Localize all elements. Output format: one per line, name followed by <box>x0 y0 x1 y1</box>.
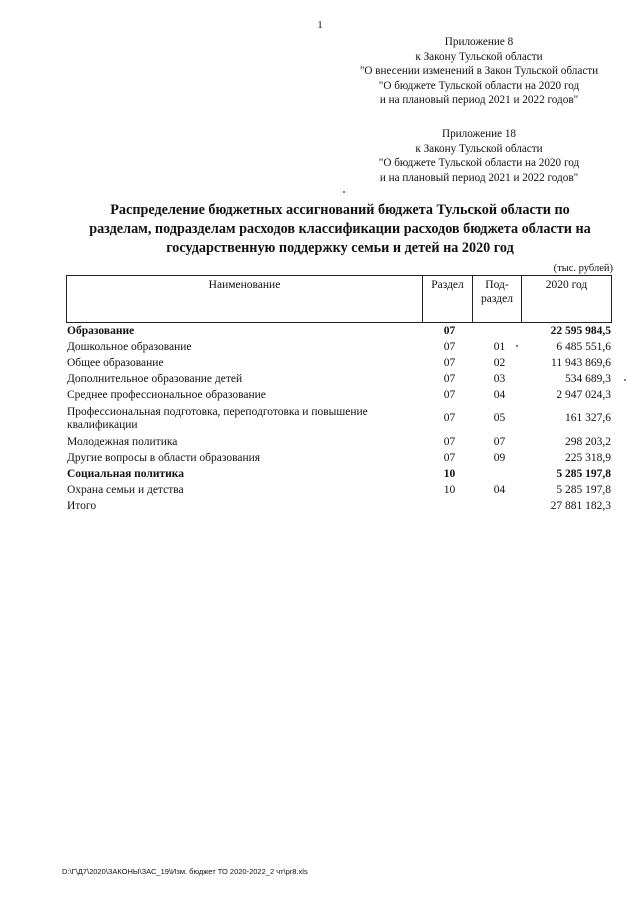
row-name: Среднее профессиональное образование <box>67 388 266 401</box>
table-row <box>66 323 612 339</box>
header-subsection-line2: раздел <box>481 293 513 305</box>
row-name: Итого <box>67 499 97 512</box>
row-name: Общее образование <box>67 356 164 369</box>
table-header <box>66 275 612 323</box>
table-row <box>66 482 612 498</box>
header-section: Раздел <box>423 276 473 323</box>
row-subsection: 07 <box>493 435 506 448</box>
row-amount: 22 595 984,5 <box>550 324 611 337</box>
table-row <box>66 339 612 355</box>
row-subsection: 01 <box>493 340 506 353</box>
row-amount: 225 318,9 <box>565 451 611 464</box>
appendix-8-line: Приложение 8 <box>444 36 514 48</box>
appendix-8-line: "О бюджете Тульской области на 2020 год <box>378 79 580 92</box>
row-amount: 298 203,2 <box>565 435 611 448</box>
row-name: Профессиональная подготовка, переподготовка и повышение квалификации <box>67 405 368 431</box>
row-section: 07 <box>443 388 456 401</box>
row-section: 07 <box>443 372 456 385</box>
row-section: 10 <box>443 483 456 496</box>
row-section: 07 <box>443 356 456 369</box>
table-row-total <box>66 498 612 514</box>
appendix-18-header <box>350 127 608 185</box>
row-name: Образование <box>67 324 135 337</box>
title-line: государственную поддержку семьи и детей на 2020 год <box>166 240 514 256</box>
row-amount: 5 285 197,8 <box>556 467 611 480</box>
row-section: 07 <box>443 324 456 337</box>
row-name: Охрана семьи и детства <box>67 483 184 496</box>
scan-speck <box>343 191 345 193</box>
appendix-18-line: и на плановый период 2021 и 2022 годов" <box>379 171 579 184</box>
row-name: Молодежная политика <box>67 435 178 448</box>
title-line: разделам, подразделам расходов классификации расходов бюджета области на <box>89 221 591 237</box>
header-subsection <box>473 276 522 323</box>
row-section: 07 <box>443 412 456 424</box>
appendix-8-line: "О внесении изменений в Закон Тульской области <box>359 65 599 77</box>
table-row <box>66 466 612 482</box>
row-section: 07 <box>443 451 456 464</box>
scan-speck <box>624 379 626 381</box>
header-year: 2020 год <box>522 276 612 323</box>
row-amount: 2 947 024,3 <box>556 388 611 401</box>
table-body <box>66 323 612 514</box>
appendix-8-header <box>350 35 608 108</box>
table-row <box>66 355 612 371</box>
header-name: Наименование <box>67 276 423 323</box>
table-row <box>66 434 612 450</box>
appendix-18-line: Приложение 18 <box>441 128 517 140</box>
table-row <box>66 371 612 387</box>
row-subsection: 04 <box>493 483 506 496</box>
row-amount: 11 943 869,6 <box>551 356 611 369</box>
row-name: Другие вопросы в области образования <box>67 451 261 464</box>
row-subsection: 04 <box>493 388 506 401</box>
row-amount: 5 285 197,8 <box>556 483 611 496</box>
table-row <box>66 387 612 403</box>
row-amount: 6 485 551,6 <box>556 340 611 353</box>
row-subsection: 05 <box>493 412 506 424</box>
row-amount: 161 327,6 <box>565 412 611 424</box>
appendix-18-line: "О бюджете Тульской области на 2020 год <box>378 157 580 169</box>
file-path-footer: D:\Г\Д7\2020\ЗАКОНЫ\ЗАС_19\Изм. бюджет ТО 2020-2022_2 чт\pr8.xls <box>62 867 308 876</box>
appendix-18-line: к Закону Тульской области <box>415 142 543 155</box>
scan-speck <box>516 345 518 347</box>
row-section: 07 <box>443 435 456 448</box>
row-name: Дошкольное образование <box>67 340 192 353</box>
row-subsection: 09 <box>493 451 506 464</box>
row-subsection: 02 <box>493 356 506 369</box>
page-number: 1 <box>317 19 323 31</box>
row-amount: 27 881 182,3 <box>550 499 611 512</box>
row-section: 10 <box>443 467 456 480</box>
appendix-8-line: и на плановый период 2021 и 2022 годов" <box>379 94 579 106</box>
document-title <box>66 201 614 258</box>
header-subsection-line1: Под- <box>485 279 509 291</box>
row-amount: 534 689,3 <box>565 372 611 385</box>
appendix-8-line: к Закону Тульской области <box>415 50 543 63</box>
table-row <box>66 403 612 434</box>
table-row <box>66 450 612 466</box>
title-line: Распределение бюджетных ассигнований бюджета Тульской области по <box>110 202 570 218</box>
units-label: (тыс. рублей) <box>553 263 613 274</box>
row-subsection: 03 <box>493 372 506 385</box>
row-name: Социальная политика <box>67 467 184 480</box>
row-section: 07 <box>443 340 456 353</box>
row-name: Дополнительное образование детей <box>67 372 243 385</box>
